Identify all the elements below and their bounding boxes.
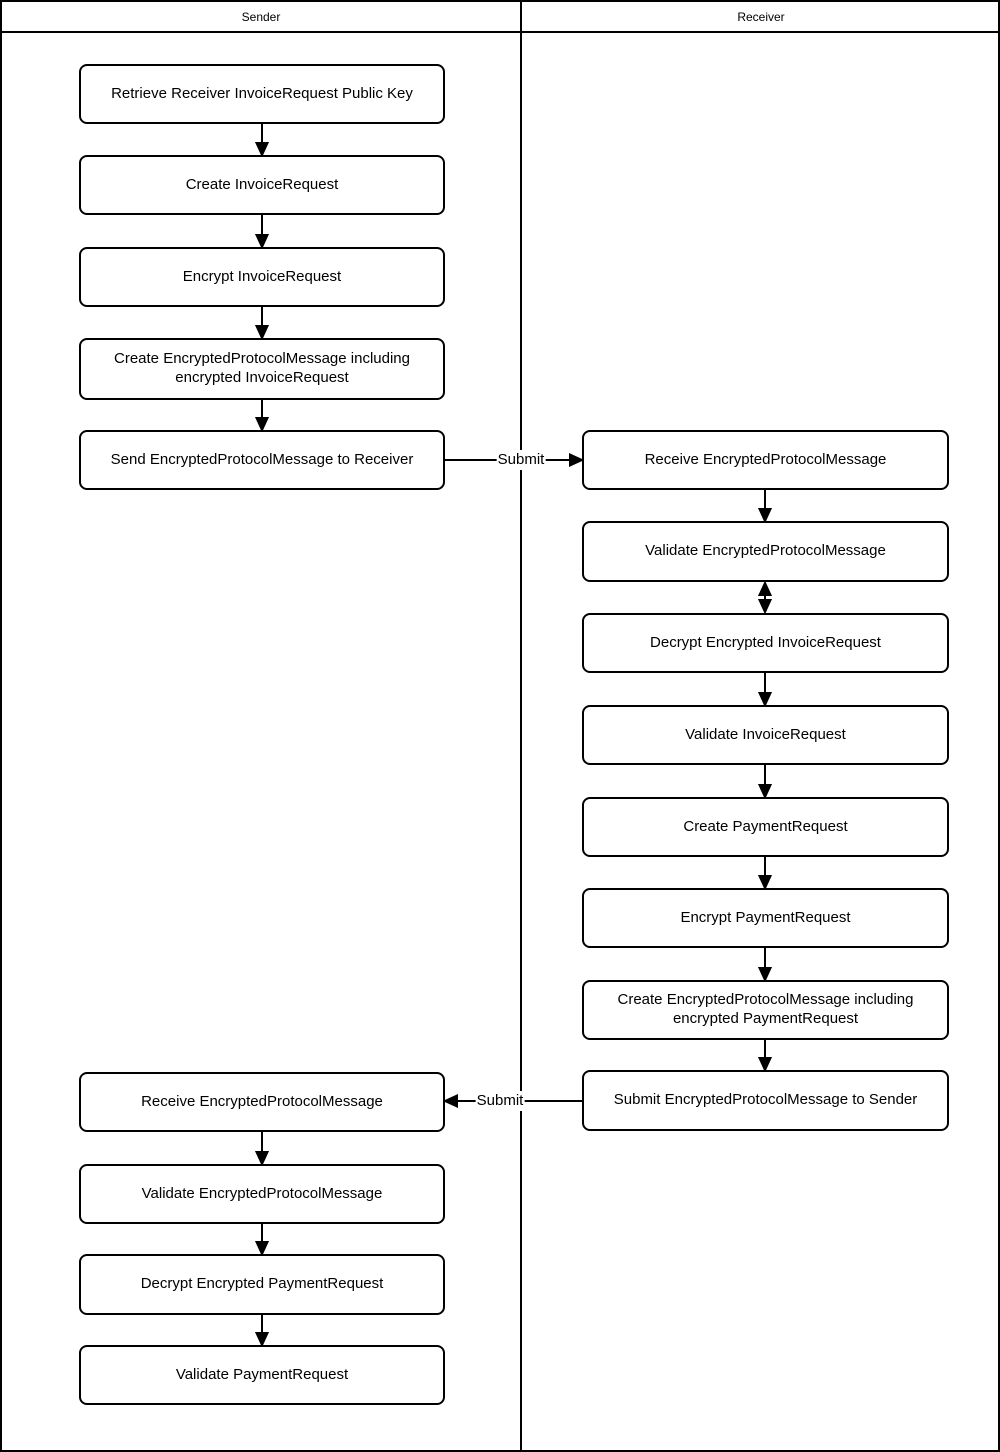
arrowhead-left — [445, 1096, 457, 1107]
flow-node-receiver-validate-epm: Validate EncryptedProtocolMessage — [582, 521, 949, 582]
lane-divider — [520, 2, 522, 1450]
lane-title-receiver: Receiver — [737, 10, 785, 24]
flow-node-decrypt-invoicerequest: Decrypt Encrypted InvoiceRequest — [582, 613, 949, 673]
flow-node-encrypt-paymentrequest: Encrypt PaymentRequest — [582, 888, 949, 948]
edge-label-submit-to-sender: Submit — [476, 1092, 524, 1109]
arrowhead-down — [760, 509, 771, 521]
arrowhead-down — [257, 1242, 268, 1254]
flow-node-create-epm-invoicerequest: Create EncryptedProtocolMessage including encrypted InvoiceRequest — [79, 338, 445, 400]
arrowhead-down — [257, 418, 268, 430]
arrowhead-up — [760, 583, 771, 595]
arrowhead-down — [760, 876, 771, 888]
flow-node-send-epm-to-receiver: Send EncryptedProtocolMessage to Receiver — [79, 430, 445, 490]
arrowhead-down — [760, 693, 771, 705]
arrowhead-down — [760, 1058, 771, 1070]
flow-node-validate-paymentrequest: Validate PaymentRequest — [79, 1345, 445, 1405]
flow-node-sender-validate-epm: Validate EncryptedProtocolMessage — [79, 1164, 445, 1224]
flow-node-retrieve-public-key: Retrieve Receiver InvoiceRequest Public Key — [79, 64, 445, 124]
arrowhead-down — [760, 968, 771, 980]
arrowhead-down — [760, 785, 771, 797]
flow-node-decrypt-paymentrequest: Decrypt Encrypted PaymentRequest — [79, 1254, 445, 1315]
arrowhead-down — [257, 143, 268, 155]
flow-node-create-epm-paymentrequest: Create EncryptedProtocolMessage including encrypted PaymentRequest — [582, 980, 949, 1040]
edge-label-submit-to-receiver: Submit — [497, 451, 545, 468]
flow-node-create-paymentrequest: Create PaymentRequest — [582, 797, 949, 857]
arrowhead-right — [570, 455, 582, 466]
arrowhead-down — [760, 600, 771, 612]
flow-node-encrypt-invoicerequest: Encrypt InvoiceRequest — [79, 247, 445, 307]
arrowhead-down — [257, 235, 268, 247]
flow-node-validate-invoicerequest: Validate InvoiceRequest — [582, 705, 949, 765]
arrowhead-down — [257, 1152, 268, 1164]
flow-node-sender-receive-epm: Receive EncryptedProtocolMessage — [79, 1072, 445, 1132]
lane-title-sender: Sender — [241, 10, 281, 24]
flow-node-receiver-receive-epm: Receive EncryptedProtocolMessage — [582, 430, 949, 490]
flow-node-submit-epm-to-sender: Submit EncryptedProtocolMessage to Sender — [582, 1070, 949, 1131]
flow-node-create-invoicerequest: Create InvoiceRequest — [79, 155, 445, 215]
arrowhead-down — [257, 1333, 268, 1345]
arrowhead-down — [257, 326, 268, 338]
